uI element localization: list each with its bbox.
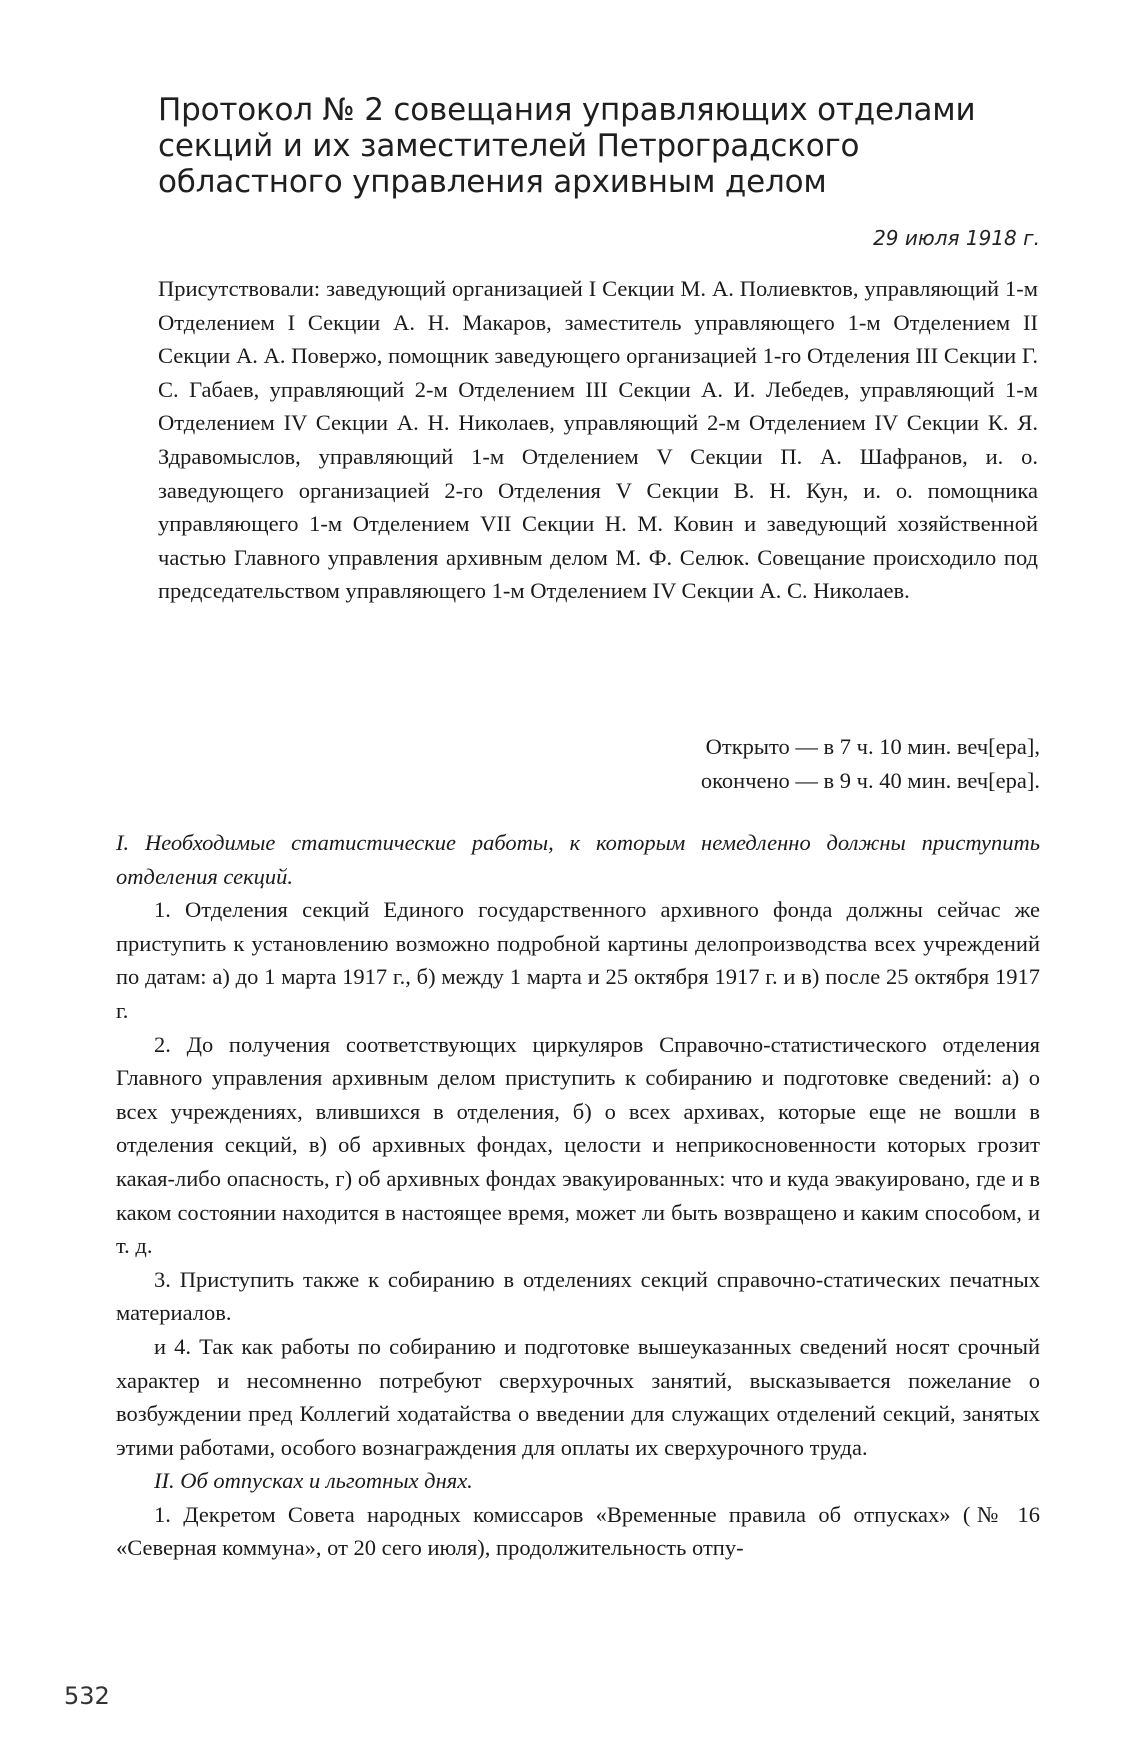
item-1-paragraph: 1. Отделения секций Единого государственного архивного фонда должны сейчас же приступить к установлению возможно подробной картины делопроизводства всех учреждений по датам: а) до 1 марта 1917 г., б) между 1 марта и 25 октября 1917 г. и в) после 25 октября 1917 г.	[116, 897, 1040, 1023]
page-number: 532	[64, 1682, 110, 1710]
section-1-heading: I. Необходимые статистические работы, к которым немедленно должны приступить отделения секций.	[116, 830, 1040, 889]
document-date: 29 июля 1918 г.	[873, 226, 1040, 250]
meeting-times	[701, 730, 1040, 797]
section-2-heading: II. Об отпусках и льготных днях.	[154, 1468, 473, 1494]
item-3-paragraph: 3. Приступить также к собиранию в отделениях секций справочно-статических печатных материалов.	[116, 1266, 1040, 1326]
closed-time: окончено — в 9 ч. 40 мин. веч[ера].	[700, 767, 1040, 793]
item-2-paragraph: 2. До получения соответствующих циркуляров Справочно-статистического отделения Главного управления архивным делом приступить к собиранию и подготовке сведений: а) о всех учреждениях, влившихся в отделения, б) о всех архивах, которые еще не вошли в отделения секций, в) об архивных фондах, целости и неприкосновенности которых грозит какая-либо опасность, г) об архивных фондах эвакуированных: что и куда эвакуировано, где и в каком состоянии находится в настоящее время, может ли быть возвращено и каким способом, и т. д.	[116, 1031, 1040, 1259]
protocol-body	[116, 826, 1040, 1565]
document-title: Протокол № 2 совещания управляющих отделами секций и их заместителей Петроградского областного управления архивным делом	[158, 92, 976, 200]
opened-time: Открыто — в 7 ч. 10 мин. веч[ера],	[705, 734, 1040, 759]
item-4-paragraph: и 4. Так как работы по собиранию и подготовке вышеуказанных сведений носят срочный характер и несомненно потребуют сверхурочных занятий, высказывается пожелание о возбуждении пред Коллегий ходатайства о введении для служащих отделений секций, занятых этими работами, особого вознаграждения для оплаты их сверхурочного труда.	[116, 1333, 1040, 1460]
section-2-item-1-paragraph: 1. Декретом Совета народных комиссаров «Временные правила об отпусках» (№ 16 «Северная коммуна», от 20 сего июля), продолжительность отпу-	[116, 1501, 1040, 1561]
attendees-paragraph: Присутствовали: заведующий организацией I Секции М. А. Полиевктов, управляющий 1-м Отделением I Секции А. Н. Макаров, заместитель управляющего 1-м Отделением II Секции А. А. Повержо, помощник заведующего организацией 1-го Отделения III Секции Г. С. Габаев, управляющий 2-м Отделением III Секции А. И. Лебедев, управляющий 1-м Отделением IV Секции А. Н. Николаев, управляющий 2-м Отделением IV Секции К. Я. Здравомыслов, управляющий 1-м Отделением V Секции П. А. Шафранов, и. о. заведующего организацией 2-го Отделения V Секции В. Н. Кун, и. о. помощника управляющего 1-м Отделением VII Секции Н. М. Ковин и заведующий хозяйственной частью Главного управления архивным делом М. Ф. Селюк. Совещание происходило под председательством управляющего 1-м Отделением IV Секции А. С. Николаев.	[158, 276, 1038, 604]
